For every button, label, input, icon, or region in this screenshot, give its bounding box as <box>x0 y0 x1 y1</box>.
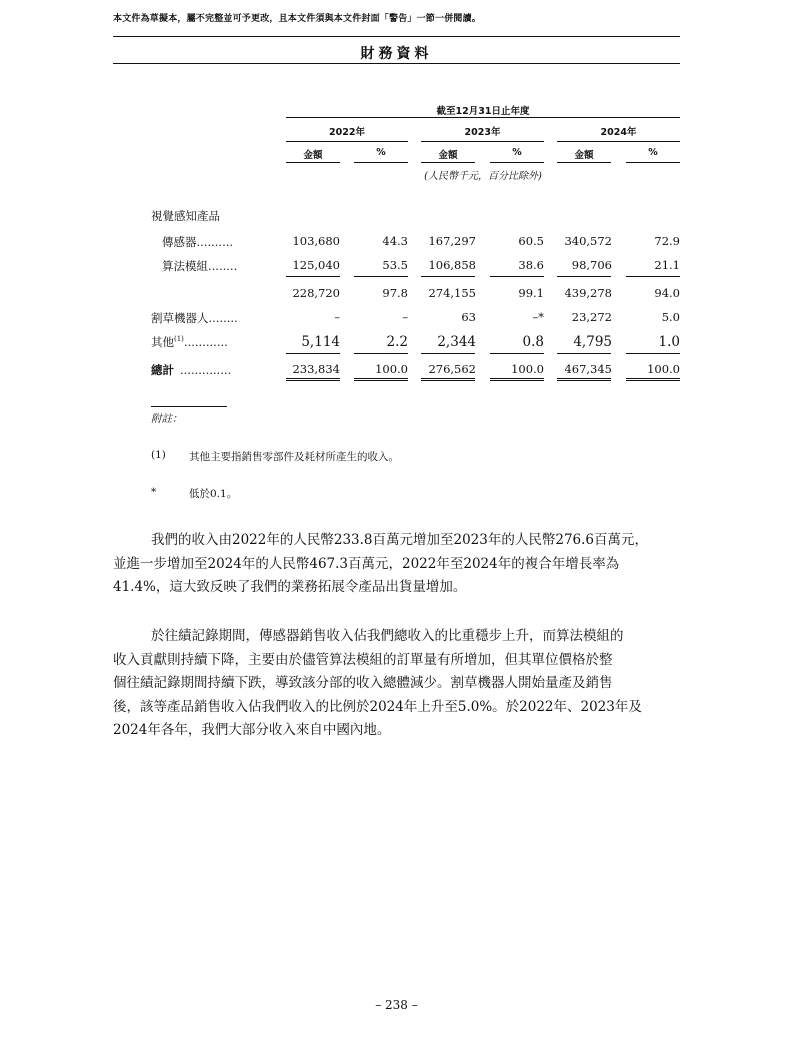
col-pct: % <box>648 147 658 158</box>
cell: 100.0 <box>647 362 680 376</box>
section-title: 財務資料 <box>360 46 433 62</box>
page-number: – 238 – <box>375 998 418 1012</box>
cell: 63 <box>461 310 476 324</box>
col-rule <box>354 162 408 163</box>
cell: 98,706 <box>571 258 612 272</box>
cell: 5.0 <box>661 310 680 324</box>
col-rule <box>626 162 680 163</box>
grand-total-rule <box>286 378 340 381</box>
row-label-total: 總計 .............. <box>151 363 232 377</box>
paragraph-revenue-growth: 我們的收入由2022年的人民幣233.8百萬元增加至2023年的人民幣276.6百萬元， 並進一步增加至2024年的人民幣467.3百萬元，2022年至2024年的複合年增長率為 41.4%，這大致反映了我們的業務拓展令產品出貨量增加。 <box>113 532 649 595</box>
row-label: 傳感器.......... <box>162 235 234 249</box>
year-rule-2023 <box>421 141 544 142</box>
note-marker: * <box>151 486 157 498</box>
col-pct: % <box>376 147 386 158</box>
cell: 5,114 <box>301 334 340 350</box>
year-2022: 2022年 <box>329 127 365 138</box>
col-amount: 金額 <box>438 150 458 161</box>
draft-notice: 本文件為草擬本，屬不完整並可予更改，且本文件須與本文件封面「警告」一節一併閱讀。 <box>113 14 482 24</box>
unit-note: (人民幣千元，百分比除外) <box>424 171 542 182</box>
grand-total-rule <box>421 378 475 381</box>
total-rule <box>421 353 475 354</box>
cell: 2.2 <box>386 334 408 350</box>
cell: 4,795 <box>573 334 612 350</box>
row-label: 算法模組........ <box>162 259 238 273</box>
subtotal-rule <box>354 276 408 277</box>
cell: – <box>402 310 408 324</box>
note-text: 低於0.1。 <box>189 488 238 500</box>
year-2023: 2023年 <box>464 127 501 138</box>
cell: 38.6 <box>518 258 544 272</box>
subtotal-rule <box>286 276 340 277</box>
cell: 228,720 <box>292 286 340 300</box>
col-rule <box>421 162 475 163</box>
cell: 2,344 <box>437 334 476 350</box>
year-rule-2022 <box>286 141 408 142</box>
cell: 94.0 <box>654 286 680 300</box>
cell: 97.8 <box>382 286 408 300</box>
subtotal-rule <box>557 276 611 277</box>
cell: 21.1 <box>654 258 680 272</box>
col-rule <box>557 162 611 163</box>
header-rule <box>113 36 680 37</box>
total-rule <box>490 353 544 354</box>
cell: 53.5 <box>382 258 408 272</box>
cell: –* <box>532 310 544 324</box>
total-rule <box>286 353 340 354</box>
cell: 100.0 <box>375 362 408 376</box>
cell: 276,562 <box>428 362 476 376</box>
cell: 106,858 <box>428 258 476 272</box>
subtotal-rule <box>626 276 680 277</box>
notes-heading: 附註： <box>151 413 183 425</box>
col-pct: % <box>512 147 522 158</box>
cell: 439,278 <box>564 286 612 300</box>
group-label: 視覺感知產品 <box>151 209 220 223</box>
cell: 72.9 <box>654 234 680 248</box>
row-label: 割草機器人........ <box>151 311 238 325</box>
total-rule <box>557 353 611 354</box>
grand-total-rule <box>557 378 611 381</box>
cell: 233,834 <box>292 362 340 376</box>
cell: 1.0 <box>658 334 680 350</box>
note-text: 其他主要指銷售零部件及耗材所產生的收入。 <box>189 451 399 463</box>
total-rule <box>354 353 408 354</box>
period-rule <box>286 117 680 118</box>
total-rule <box>626 353 680 354</box>
cell: 99.1 <box>518 286 544 300</box>
cell: – <box>334 310 340 324</box>
cell: 23,272 <box>571 310 612 324</box>
cell: 167,297 <box>428 234 476 248</box>
cell: 467,345 <box>564 362 612 376</box>
cell: 100.0 <box>511 362 544 376</box>
grand-total-rule <box>354 378 408 381</box>
paragraph-revenue-mix: 於往績記錄期間，傳感器銷售收入佔我們總收入的比重穩步上升，而算法模組的 收入貢獻則持續下降，主要由於儘管算法模組的訂單量有所增加，但其單位價格於整 個往績記錄期間持續下跌，導致該分部的收入總體減少。割草機器人開始量產及銷售 後，該等產品銷售收入佔我們收入的比例於2024年上升至5.0%。於2022年、2023年及 2024年各年，我們大部分收入來自中國內地。 <box>113 628 642 738</box>
period-label: 截至12月31日止年度 <box>436 106 530 117</box>
note-marker: (1) <box>151 449 166 461</box>
subtotal-rule <box>421 276 475 277</box>
year-rule-2024 <box>557 141 680 142</box>
title-rule <box>113 63 680 64</box>
cell: 274,155 <box>428 286 476 300</box>
col-amount: 金額 <box>303 150 323 161</box>
cell: 340,572 <box>564 234 612 248</box>
col-rule <box>286 162 340 163</box>
grand-total-rule <box>490 378 544 381</box>
cell: 0.8 <box>522 334 544 350</box>
col-amount: 金額 <box>574 150 594 161</box>
grand-total-rule <box>626 378 680 381</box>
cell: 125,040 <box>292 258 340 272</box>
cell: 60.5 <box>518 234 544 248</box>
cell: 103,680 <box>292 234 340 248</box>
notes-rule <box>151 406 227 407</box>
year-2024: 2024年 <box>600 127 637 138</box>
row-label: 其他$^{(1)}$............ <box>151 335 228 349</box>
subtotal-rule <box>490 276 544 277</box>
col-rule <box>490 162 544 163</box>
cell: 44.3 <box>382 234 408 248</box>
